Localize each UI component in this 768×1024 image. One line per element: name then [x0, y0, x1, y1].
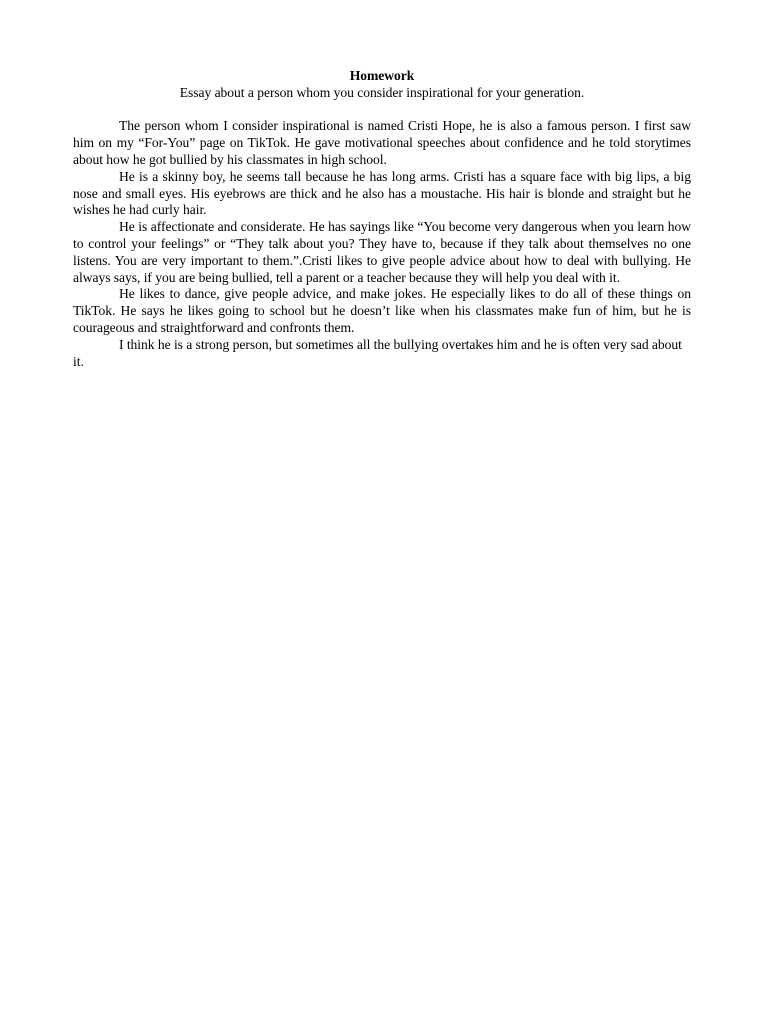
- document-subtitle: Essay about a person whom you consider inspirational for your generation.: [179, 84, 585, 100]
- paragraph-4: He likes to dance, give people advice, and make jokes. He especially likes to do all of these things on TikTok. He says he likes going to school but he doesn’t like when his classmates make fun of him, but he is courageous and straightforward and confronts them.: [73, 286, 691, 335]
- paragraph-5: I think he is a strong person, but sometimes all the bullying overtakes him and he is often very sad about it.: [73, 336, 682, 369]
- paragraph-2: He is a skinny boy, he seems tall because he has long arms. Cristi has a square face with big lips, a big nose and small eyes. His eyebrows are thick and he also has a moustache. His hair is blonde and straight but he wishes he had curly hair.: [73, 168, 691, 218]
- document-title: Homework: [349, 68, 415, 83]
- paragraph-3: He is affectionate and considerate. He has sayings like “You become very dangerous when you learn how to control your feelings” or “They talk about you? They have to, because if they talk about themselves no one listens. You are very important to them.”.Cristi likes to give people advice about how to deal with bullying. He always says, if you are being bullied, tell a parent or a teacher because they will help you deal with it.: [73, 219, 691, 285]
- paragraph-1: The person whom I consider inspirational is named Cristi Hope, he is also a famous person. I first saw him on my “For-You” page on TikTok. He gave motivational speeches about confidence and he told storytimes about how he got bullied by his classmates in high school.: [73, 118, 691, 167]
- essay-body: [73, 68, 691, 370]
